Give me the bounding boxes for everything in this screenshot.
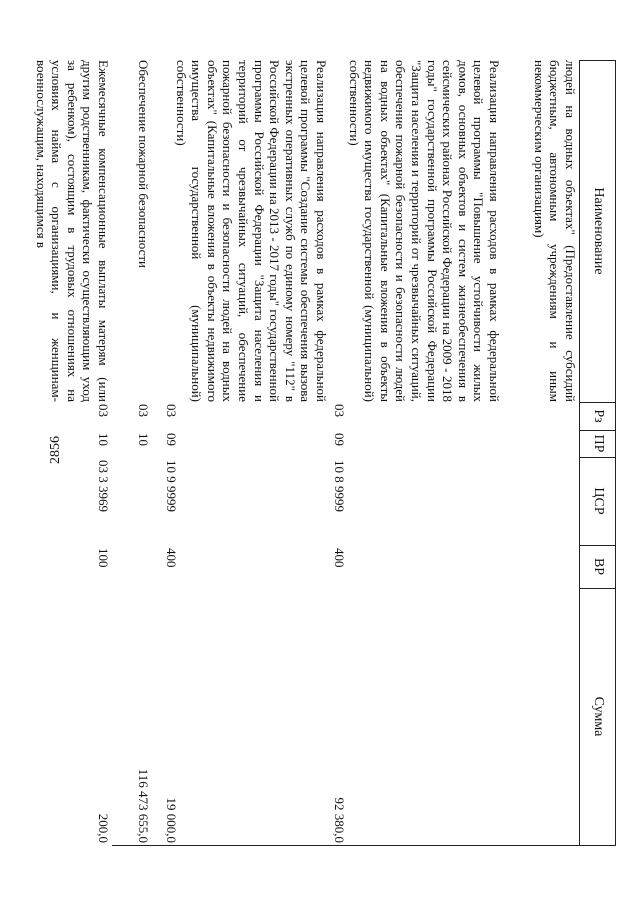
header-vr: ВР xyxy=(591,557,606,576)
row-2-sum: 19 000,0 xyxy=(164,797,179,843)
row-4-csr: 03 3 3969 xyxy=(96,460,111,512)
row-4-rz: 03 xyxy=(96,404,111,417)
table-top-border xyxy=(615,60,616,845)
header-pr: ПР xyxy=(591,434,606,453)
table-right-border xyxy=(112,845,616,846)
row-2-pr: 09 xyxy=(164,433,179,446)
row-4-pr: 10 xyxy=(96,433,111,446)
row-3-sum: 116 473 655,0 xyxy=(136,768,151,843)
row-1-name: Реализация направления расходов в рамках федеральной целевой программы "Повышение устойчивости жилых домов, основных объектов и систем жизнеобеспечения в сейсмических районах Российской Федерации на 2009 - 2018 годы" государственной программы Российской Федерации "Защита населения и территорий от чрезвычайных ситуаций, обеспечение пожарной безопасности и безопасности людей на водных объектах" (Капитальные вложения в объекты недвижимого имущества государственной (муниципальной) собственности) xyxy=(346,60,502,402)
header-name: Наименование xyxy=(591,187,606,275)
row-4-sum: 200,0 xyxy=(96,813,111,843)
header-rz: Рз xyxy=(591,409,606,423)
row-4-vr: 100 xyxy=(96,548,111,568)
row-2-rz: 03 xyxy=(164,404,179,417)
row-1-vr: 400 xyxy=(332,548,347,568)
row-2-csr: 10 9 9999 xyxy=(164,460,179,512)
row-0-name: людей на водных объектах" (Предоставление субсидий бюджетным, автономным учреждениям и иным некоммерческим организациям) xyxy=(531,60,578,402)
row-3-rz: 03 xyxy=(136,404,151,417)
row-1-rz: 03 xyxy=(332,404,347,417)
row-1-pr: 09 xyxy=(332,433,347,446)
row-3-name: Обеспечение пожарной безопасности xyxy=(136,60,151,269)
row-4-name: Ежемесячные компенсационные выплаты матерям (или другим родственникам, фактически осуществляющим уход за ребенком), состоящим в трудовых отношениях на условиях найма с организациями, и женщинам-военнослужащим, находящимся в xyxy=(33,60,111,402)
row-2-name: Реализация направления расходов в рамках федеральной целевой программы "Создание системы обеспечения вызова экстренных оперативных служб по единому номеру "112" в Российской Федерации на 2013 - 2017 годы" государственной программы Российской Федерации "Защита населения и территорий от чрезвычайных ситуаций, обеспечение пожарной безопасности и безопасности людей на водных объектах" (Капитальные вложения в объекты недвижимого имущества государственной (муниципальной) собственности) xyxy=(173,60,329,402)
row-1-sum: 92 380,0 xyxy=(332,797,347,843)
row-3-pr: 10 xyxy=(136,433,151,446)
header-bottom-border xyxy=(579,60,580,845)
page-number: 2856 xyxy=(48,436,63,464)
header-sum: Сумма xyxy=(591,696,606,737)
row-2-vr: 400 xyxy=(164,548,179,568)
header-csr: ЦСР xyxy=(591,487,606,515)
row-1-csr: 10 8 9999 xyxy=(332,460,347,512)
